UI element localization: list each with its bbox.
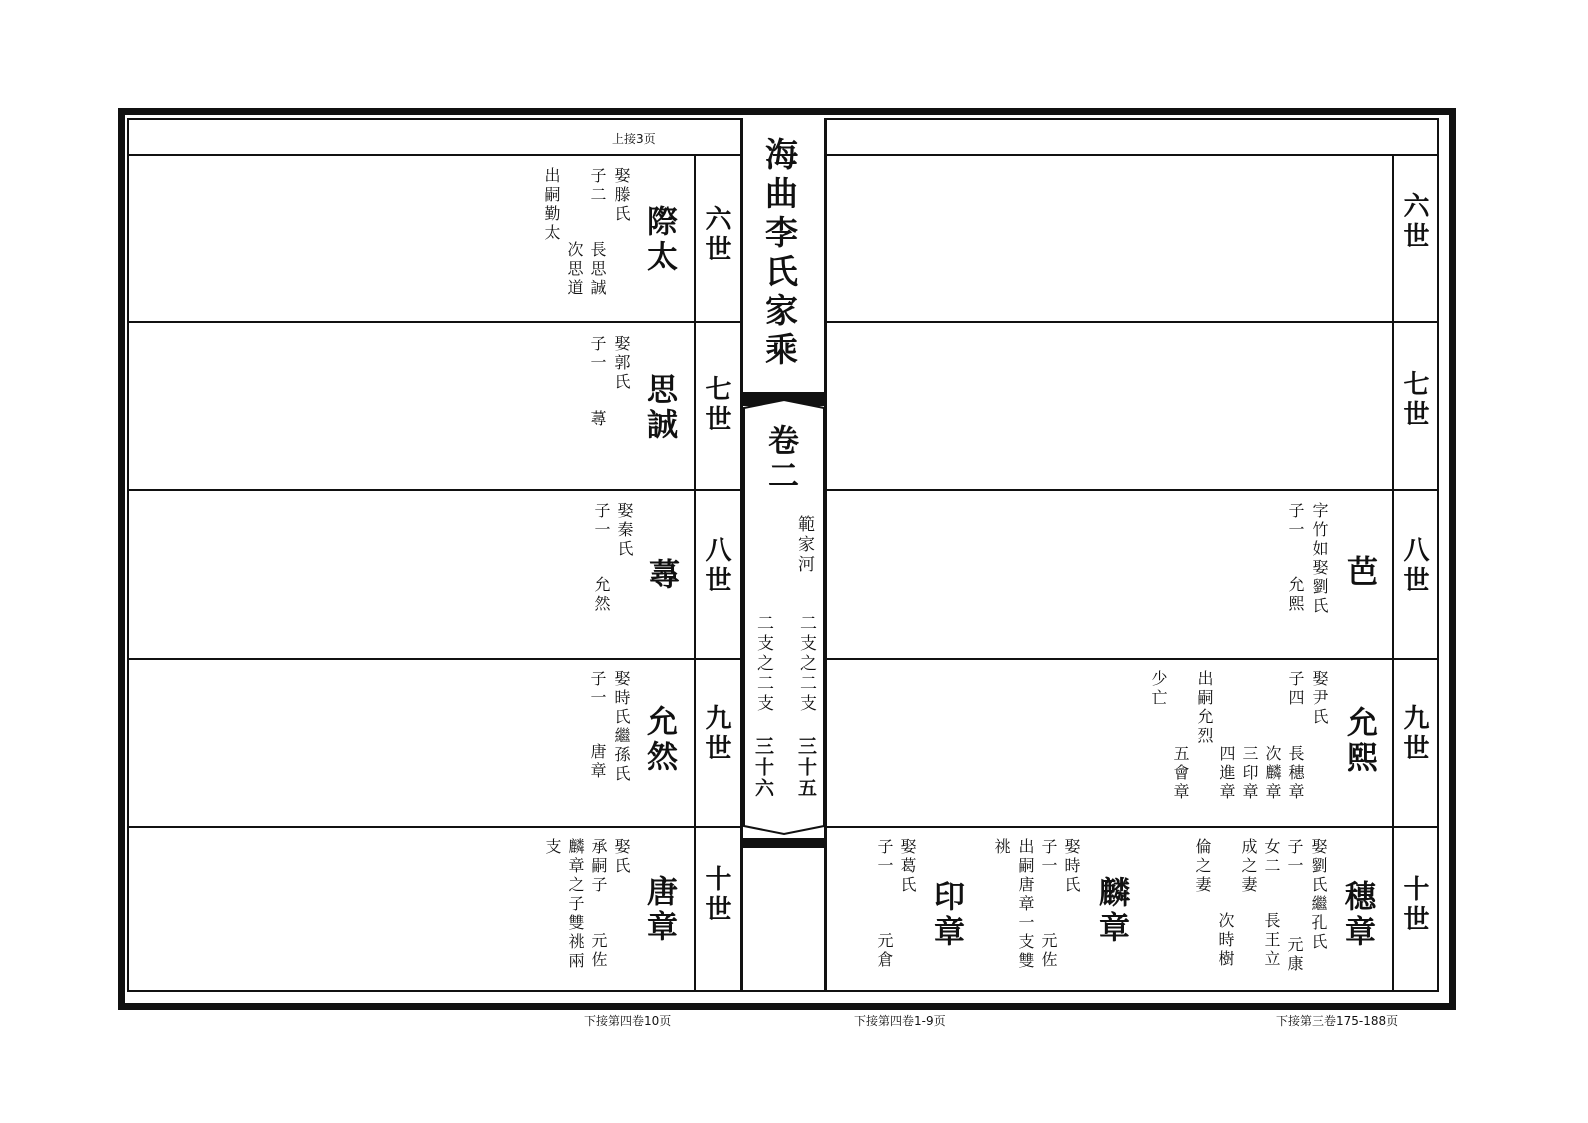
person-name: 穗章 [1339,880,1375,950]
person-note: 娶滕氏 [612,167,631,224]
spine-branch-left: 二支之二支 [753,614,773,714]
person-note: 麟章之子雙祧兩 [566,838,585,971]
spine-page-right: 三十五 [795,736,817,799]
person-note: 元倉 [875,932,894,970]
person-name: 思誠 [641,373,677,443]
person-note: 子一 [1039,838,1058,876]
person-note: 五會章 [1171,745,1190,802]
person-name: 允熙 [1341,706,1377,776]
generation-label-8: 八世 [701,536,731,596]
person-note: 子一 [875,838,894,876]
person-note: 成之妻 [1239,838,1258,895]
person-name: 唐章 [641,875,677,945]
generation-label-9: 九世 [1399,704,1429,764]
person-note: 子二 [588,167,607,205]
person-note: 娶時氏繼孫氏 [612,670,631,784]
person-note: 娶葛氏 [898,838,917,895]
person-name: 際太 [641,205,677,275]
top-continuation-note: 上接3页 [612,132,656,146]
person-note: 子一 [588,670,607,708]
person-note: 子一 [592,502,611,540]
spine-volume: 卷二 [762,424,798,494]
generation-label-6: 六世 [701,205,731,265]
person-name: 允然 [641,705,677,775]
person-note: 少亡 [1149,670,1168,708]
person-note: 子一 [1285,838,1304,876]
person-note: 娶郭氏 [612,335,631,392]
generation-label-8: 八世 [1399,536,1429,596]
person-name: 蕁 [643,558,679,593]
left-gen-column-border [694,154,696,992]
person-note: 子四 [1286,670,1305,708]
footer-note-middle: 下接第四卷1-9页 [854,1014,946,1028]
right-gen-column-border [1392,154,1394,992]
person-note: 次麟章 [1263,745,1282,802]
person-note: 娶氏 [612,838,631,876]
person-note: 支 [543,838,562,857]
person-note: 元佐 [589,932,608,970]
person-note: 字竹如娶劉氏 [1310,502,1329,616]
person-note: 允然 [592,576,611,614]
generation-label-10: 十世 [1399,875,1429,935]
spine-page-left: 三十六 [752,736,774,799]
person-note: 出嗣允烈 [1195,670,1214,746]
generation-label-9: 九世 [701,704,731,764]
person-note: 四進章 [1217,745,1236,802]
person-note: 倫之妻 [1193,838,1212,895]
person-note: 長穗章 [1286,745,1305,802]
person-name: 麟章 [1093,876,1129,946]
person-note: 次時樹 [1216,912,1235,969]
person-note: 娶劉氏繼孔氏 [1309,838,1328,952]
person-note: 承嗣子 [589,838,608,895]
person-note: 長思誠 [588,241,607,298]
person-note: 女二 [1262,838,1281,876]
person-note: 次思道 [565,241,584,298]
person-note: 三印章 [1240,745,1259,802]
person-note: 元康 [1285,936,1304,974]
spine-branch-right: 二支之二支 [796,614,816,714]
person-note: 祧 [992,838,1011,857]
generation-label-6: 六世 [1399,192,1429,252]
person-note: 娶秦氏 [615,502,634,559]
generation-label-7: 七世 [701,375,731,435]
person-note: 長王立 [1262,912,1281,969]
person-name: 印章 [928,880,964,950]
footer-note-left: 下接第四卷10页 [584,1014,672,1028]
generation-label-7: 七世 [1399,370,1429,430]
person-note: 允熙 [1286,576,1305,614]
person-note: 出嗣唐章一支雙 [1016,838,1035,971]
person-note: 出嗣勤太 [542,167,561,243]
generation-label-10: 十世 [701,865,731,925]
person-note: 子一 [588,335,607,373]
person-note: 娶尹氏 [1310,670,1329,727]
person-note: 蕁 [588,410,607,429]
person-note: 元佐 [1039,932,1058,970]
person-note: 子一 [1286,502,1305,540]
spine-place: 範家河 [794,515,814,575]
spine-title: 海曲李氏家乘 [760,137,799,371]
footer-note-right: 下接第三卷175-188页 [1276,1014,1399,1028]
person-note: 唐章 [588,743,607,781]
person-note: 娶時氏 [1062,838,1081,895]
person-name: 芭 [1341,555,1377,590]
